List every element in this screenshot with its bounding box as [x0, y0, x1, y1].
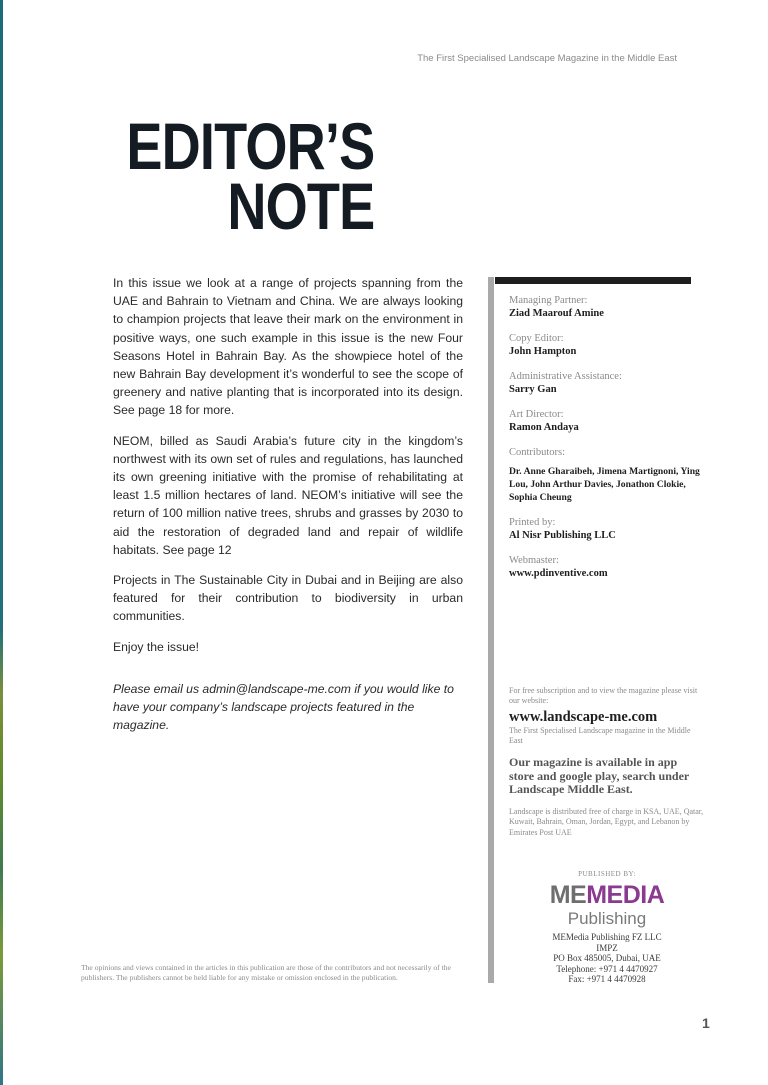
memedia-logo: MEMEDIA: [549, 881, 665, 909]
administrative-assistance: Administrative Assistance: Sarry Gan: [509, 371, 622, 395]
subscribe-text: For free subscription and to view the magazine please visit our website:: [509, 686, 698, 705]
masthead: [509, 294, 709, 592]
logo-subtitle: Publishing: [567, 909, 647, 928]
magazine-tagline: The First Specialised Landscape Magazine in the Middle East: [417, 53, 677, 64]
email-note: Please email us admin@landscape-me.com if you would like to have your company’s landscape projects featured in the magazine.: [113, 681, 454, 733]
published-by-label: PUBLISHED BY:: [578, 870, 636, 878]
paragraph: Projects in The Sustainable City in Dubai and in Beijing are also featured for their contribution to biodiversity in urban communities.: [113, 573, 463, 624]
edge-photo-strip: [0, 0, 3, 1085]
page-number: 1: [702, 1015, 710, 1031]
sidebar-top-rule: [495, 277, 691, 284]
publisher-block: [509, 870, 705, 985]
webmaster: Webmaster: www.pdinventive.com: [509, 555, 608, 579]
paragraph: Enjoy the issue!: [113, 639, 200, 654]
printed-by: Printed by: Al Nisr Publishing LLC: [509, 517, 616, 541]
website-subtitle: The First Specialised Landscape magazine in the Middle East: [509, 726, 691, 745]
publisher-address: MEMedia Publishing FZ LLC IMPZ PO Box 485005, Dubai, UAE Telephone: +971 4 4470927 Fax: +971 4 4470928: [552, 932, 662, 984]
subscription-promo: [509, 686, 704, 838]
contributors: Contributors: Dr. Anne Gharaibeh, Jimena Martignoni, Ying Lou, John Arthur Davies, Jonathon Clokie, Sophia Cheung: [509, 447, 700, 503]
website-link[interactable]: www.landscape-me.com: [509, 709, 658, 725]
disclaimer: The opinions and views contained in the articles in this publication are those of the contributors and not necessarily of the publishers. The publishers cannot be held liable for any mistake or omission enclosed in the publication.: [81, 963, 451, 982]
page-title: [112, 109, 375, 243]
title-line-2: NOTE: [227, 169, 375, 243]
title-line-1: EDITOR’S: [126, 109, 375, 183]
editor-note-body: [113, 274, 463, 746]
sidebar-divider: [488, 277, 494, 983]
paragraph: In this issue we look at a range of projects spanning from the UAE and Bahrain to Vietnam and China. We are always looking to champion projects that leave their mark on the environment in positive ways, one such example in this issue is the new Four Seasons Hotel in Bahrain Bay. As the showpiece hotel of the new Bahrain Bay development it’s wonderful to see the scope of greenery and native planting that is incorporated into its design. See page 18 for more.: [113, 276, 463, 418]
managing-partner: Managing Partner: Ziad Maarouf Amine: [509, 295, 604, 319]
art-director: Art Director: Ramon Andaya: [509, 409, 579, 433]
distribution-note: Landscape is distributed free of charge in KSA, UAE, Qatar, Kuwait, Bahrain, Oman, Jordan, Egypt, and Lebanon by Emirates Post UAE: [509, 806, 704, 837]
copy-editor: Copy Editor: John Hampton: [509, 333, 577, 357]
paragraph: NEOM, billed as Saudi Arabia’s future city in the kingdom’s northwest with its own set of rules and regulations, has launched its own greening initiative with the promise of rehabilitating at least 1.5 million hectares of land. NEOM’s initiative will see the return of 100 million native trees, shrubs and grasses by 2030 to aid the restoration of degraded land and repair of wildlife habitats. See page 12: [113, 433, 463, 557]
app-availability: Our magazine is available in app store and google play, search under Landscape Middle East.: [509, 755, 690, 796]
